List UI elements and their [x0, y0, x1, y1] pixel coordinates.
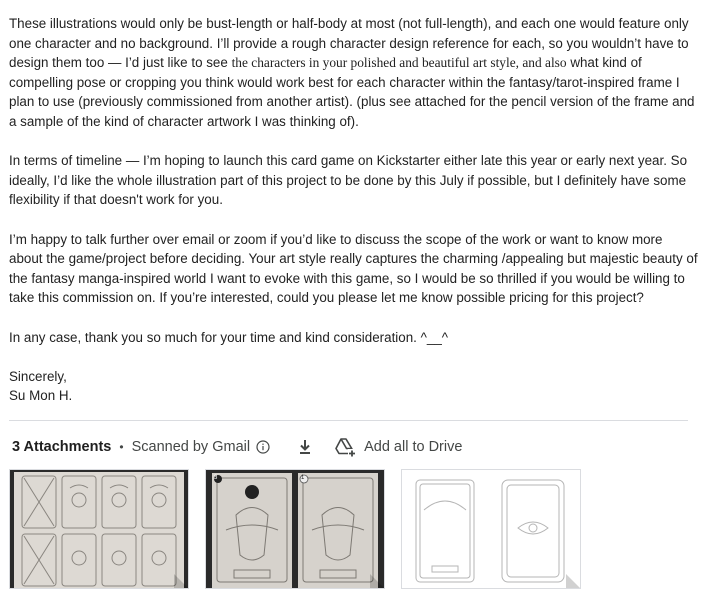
email-closing: Sincerely, [9, 368, 67, 384]
attachment-thumbnail-3[interactable] [401, 469, 581, 589]
paragraph-text: what kind of compelling pose or cropping you think would work best for each character within the fantasy/tarot-inspired frame I plan to use (previously commissioned from another artist). (plus see attached for the pencil version of the frame and a sample of the kind of character artwork I was thinking of). [9, 55, 695, 129]
download-icon[interactable] [296, 438, 314, 456]
thumbnail-badge-left: 3 [214, 475, 218, 481]
thumbnail-badge-right: 1 [301, 475, 305, 481]
add-all-to-drive-label: Add all to Drive [364, 439, 463, 455]
paragraph-text-serif: the characters in your polished and beautiful art style, and also [231, 55, 567, 71]
add-all-to-drive-button[interactable] [334, 436, 462, 458]
separator-dot: • [119, 440, 124, 454]
scanned-by-gmail-label: Scanned by Gmail [131, 439, 251, 455]
email-paragraph-4: In any case, thank you so much for your time and kind consideration. ^__^ [9, 329, 449, 345]
attachments-count: 3 Attachments [12, 439, 112, 455]
page-fold [566, 574, 580, 588]
email-paragraph-2: In terms of timeline — I’m hoping to launch this card game on Kickstarter either late this year or early next year. So ideally, I’d like the whole illustration part of this project to be done by this July if possible, but I definitely have some flexibility if that doesn't work for you. [9, 153, 688, 208]
frame-line-art-image [402, 470, 580, 588]
pencil-sketch-image [10, 470, 188, 588]
attachments-divider [9, 420, 688, 421]
attachment-thumbnail-1[interactable] [9, 469, 189, 589]
page-fold [370, 574, 384, 588]
paragraph-text: These illustrations would only be bust-length or half-body at most (not full-length), and each one would feature only one character and no background. I’ll provide a rough character design reference for each, so you wouldn’t have to design them too — I’d just like to see [9, 16, 689, 71]
attachments-header [12, 436, 462, 458]
page-fold [174, 574, 188, 588]
add-to-drive-icon [334, 436, 356, 458]
info-icon[interactable] [256, 440, 270, 454]
email-signature: Su Mon H. [9, 388, 73, 404]
email-paragraph-3: I’m happy to talk further over email or zoom if you’d like to discuss the scope of the work or want to know more about the game/project before deciding. Your art style really captures the charming /appealing but majestic beauty of the fantasy manga-inspired world I want to evoke with this game, so I would be so thrilled if you would be willing to take this commission on. If you’re interested, could you please let me know possible pricing for this project? [9, 231, 698, 306]
tarot-sketch-image [206, 470, 384, 588]
email-body [9, 14, 699, 406]
attachment-thumbnail-2[interactable] [205, 469, 385, 589]
email-paragraph-1 [9, 14, 699, 132]
